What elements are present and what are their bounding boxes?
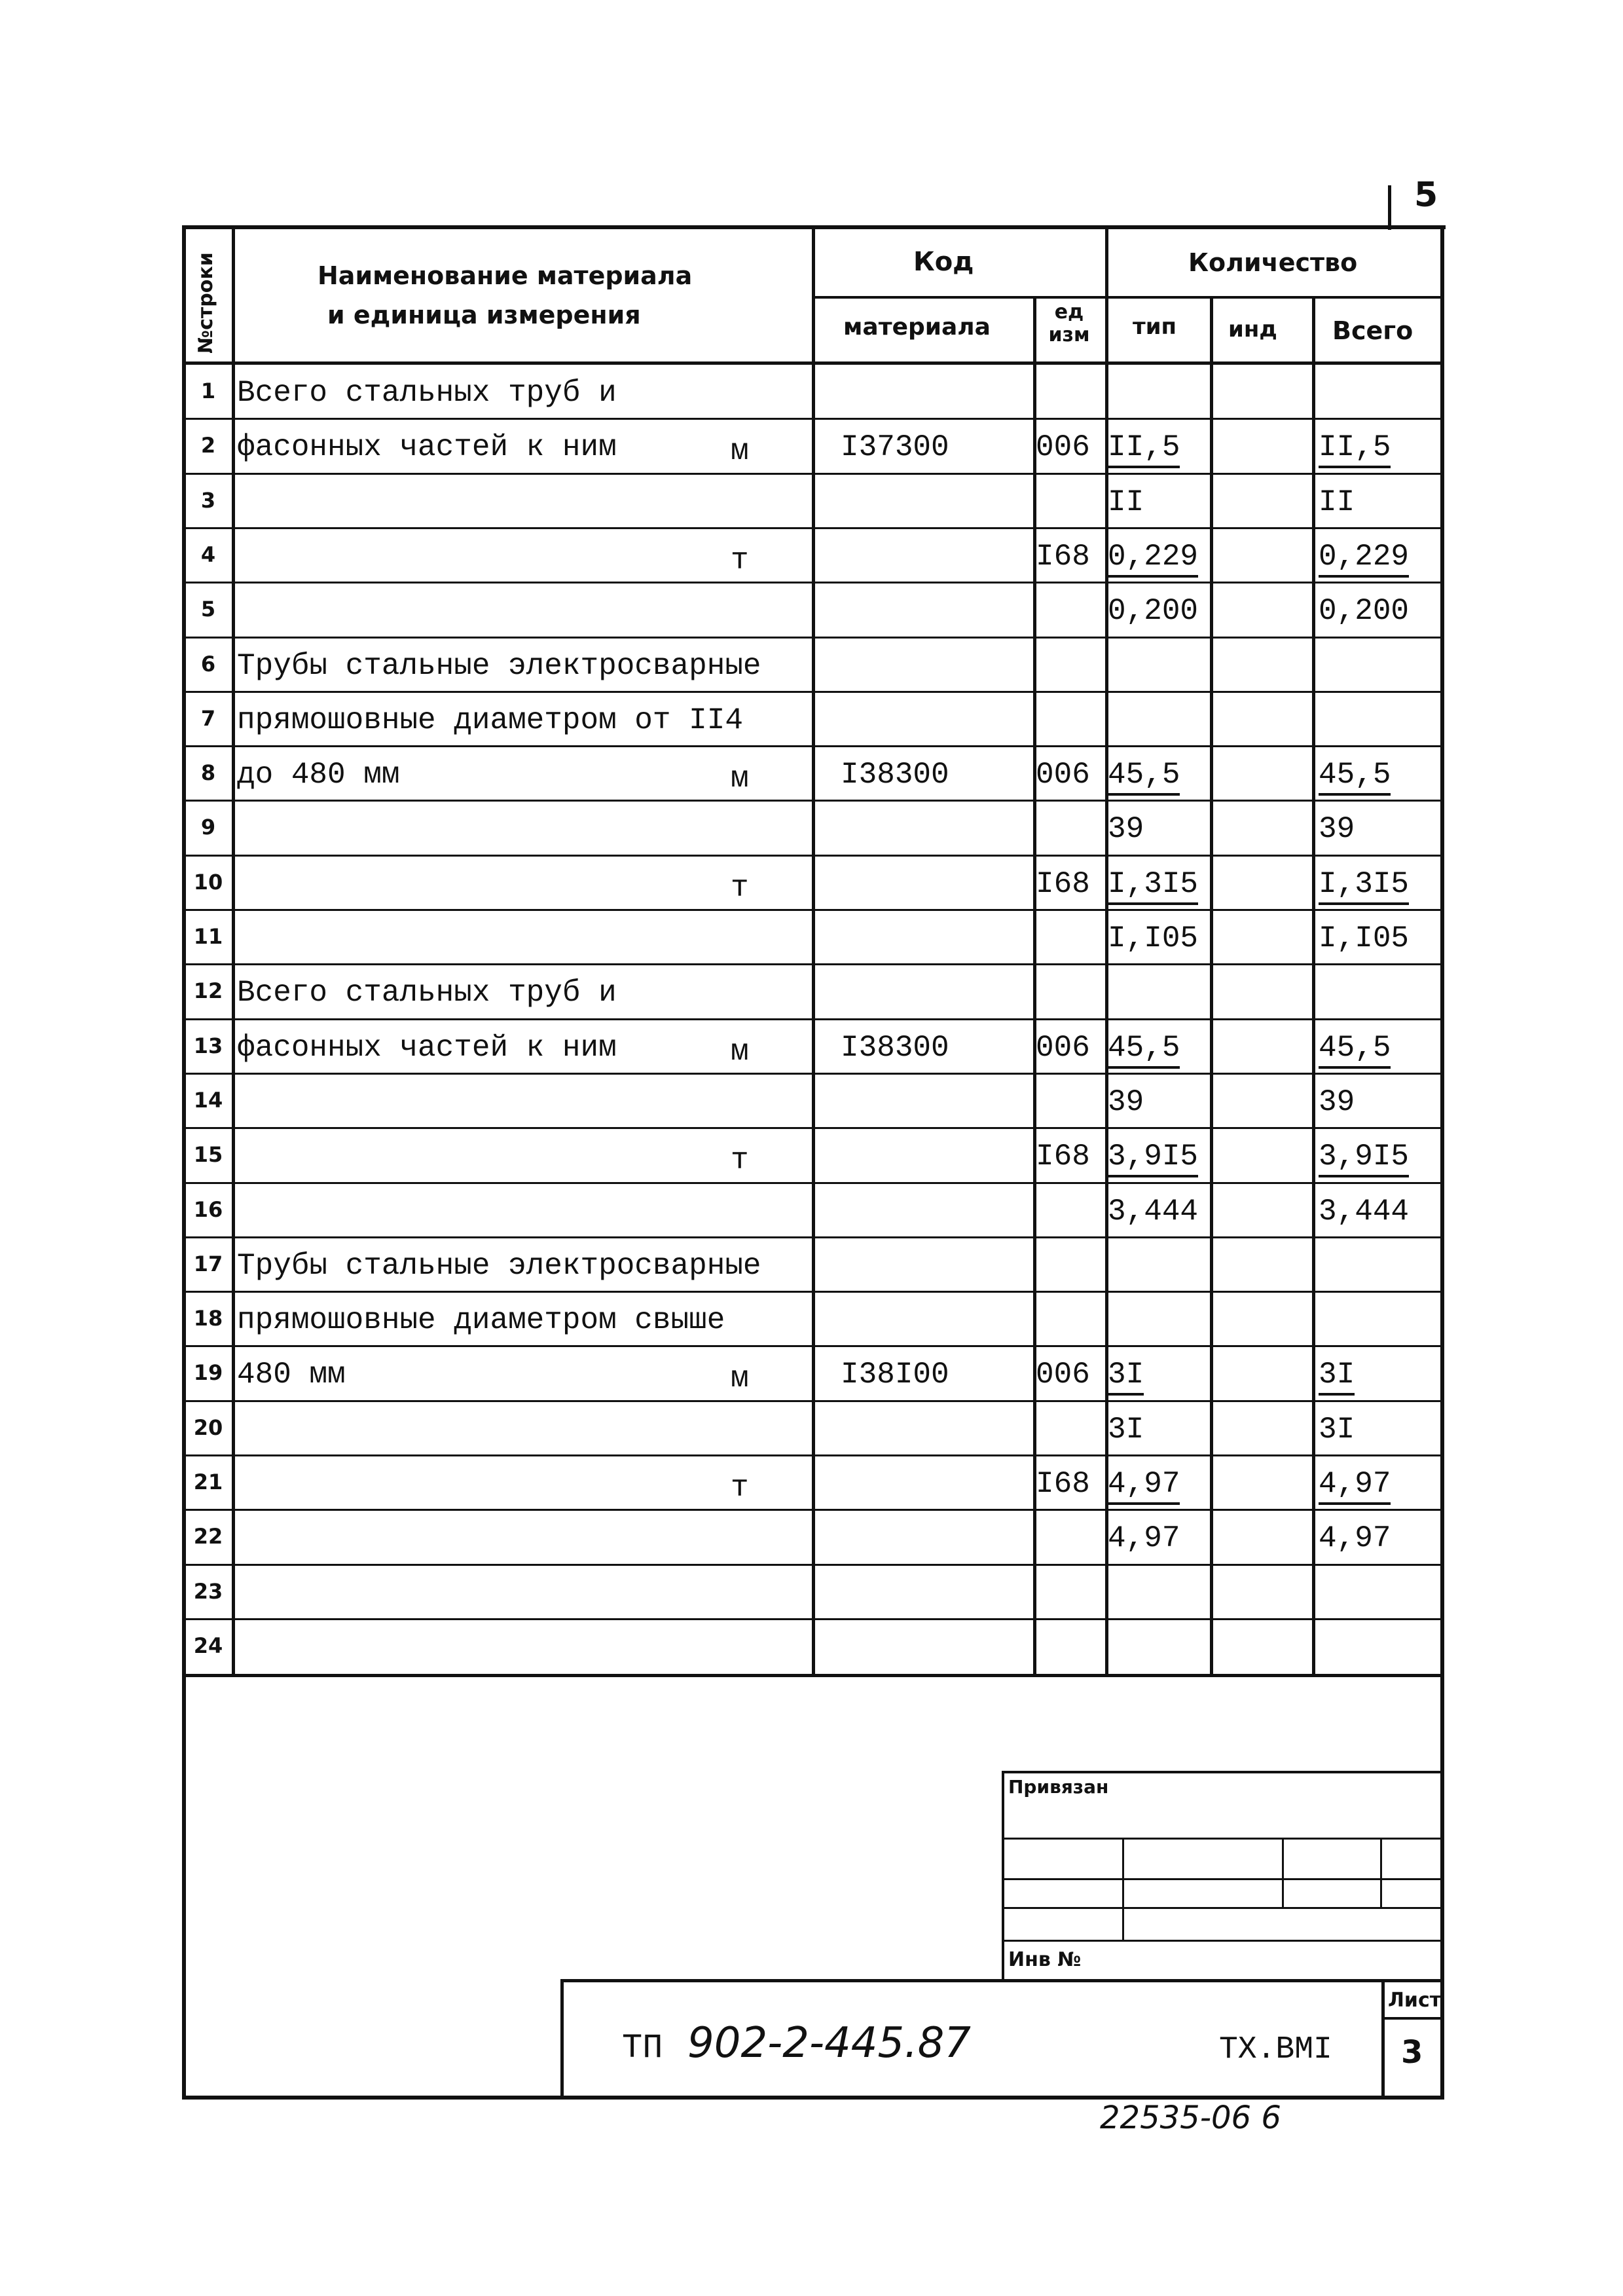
material-code: I37300: [841, 430, 949, 464]
column-divider: [812, 225, 815, 1675]
unit: т: [731, 1143, 749, 1177]
row-divider: [182, 582, 1444, 583]
row-divider: [182, 963, 1444, 965]
row-divider: [182, 1073, 1444, 1075]
qty-type: 3,9I5: [1108, 1141, 1198, 1172]
header-name-line1: Наименование материала: [318, 261, 693, 290]
unit-code: 006: [1036, 758, 1090, 792]
row-number: 18: [193, 1306, 223, 1331]
material-name: прямошовные диаметром от II4: [237, 703, 743, 737]
qty-type: 3I: [1108, 1413, 1144, 1447]
unit: м: [731, 1035, 749, 1069]
row-number: 14: [193, 1088, 223, 1113]
qty-total: 39: [1319, 812, 1355, 846]
qty-total: I,I05: [1319, 921, 1410, 955]
project-number: 902-2-445.87: [687, 2019, 971, 2067]
qty-type: II: [1108, 485, 1144, 519]
header-code: Код: [913, 247, 974, 277]
unit: м: [731, 762, 749, 796]
row-number: 8: [200, 760, 216, 785]
qty-total: I,3I5: [1319, 869, 1409, 899]
material-name: Трубы стальные электросварные: [237, 649, 761, 683]
row-divider: [182, 1509, 1444, 1511]
stamp-vline: [1122, 1838, 1124, 1941]
qty-type: I,I05: [1108, 921, 1199, 955]
row-number: 1: [200, 379, 216, 403]
list-number: 3: [1401, 2034, 1423, 2071]
row-divider: [182, 1182, 1444, 1184]
qty-type: 4,97: [1108, 1521, 1180, 1555]
qty-type: I,3I5: [1108, 869, 1198, 899]
qty-total: 3,9I5: [1319, 1141, 1409, 1172]
material-name: фасонных частей к ним: [237, 1031, 617, 1065]
material-name: прямошовные диаметром свыше: [237, 1303, 725, 1337]
row-number: 15: [193, 1142, 223, 1167]
row-number: 21: [193, 1470, 223, 1494]
unit-code: I68: [1036, 1467, 1090, 1501]
stamp-vline: [1282, 1838, 1284, 1907]
row-divider: [182, 1454, 1444, 1456]
row-divider: [182, 418, 1444, 420]
row-number: 23: [193, 1579, 223, 1604]
unit-code: 006: [1036, 1031, 1090, 1065]
row-number: 22: [193, 1524, 223, 1549]
row-number: 17: [193, 1251, 223, 1276]
stamp-line: [1002, 1907, 1444, 1909]
material-name: Трубы стальные электросварные: [237, 1249, 761, 1283]
qty-total: 0,229: [1319, 542, 1409, 572]
stamp-line: [1002, 1838, 1444, 1840]
material-code: I38300: [841, 758, 949, 792]
unit-code: 006: [1036, 430, 1090, 464]
page-number-divider: [1388, 185, 1391, 230]
qty-type: 45,5: [1108, 1033, 1180, 1063]
row-divider: [182, 527, 1444, 529]
row-divider: [182, 1018, 1444, 1020]
row-divider: [182, 1345, 1444, 1347]
row-number: 9: [200, 815, 216, 840]
row-number: 12: [193, 978, 223, 1003]
unit-code: I68: [1036, 1139, 1090, 1174]
qty-total: II: [1319, 485, 1355, 519]
row-divider: [182, 691, 1444, 693]
title-block-list-left: [1381, 1979, 1385, 2100]
row-divider: [182, 1564, 1444, 1566]
row-divider: [182, 473, 1444, 475]
doc-code: ТХ.ВМI: [1219, 2032, 1332, 2067]
row-number: 2: [200, 433, 216, 458]
header-qty-type: тип: [1133, 314, 1177, 340]
row-divider: [182, 909, 1444, 911]
stamp-line: [1002, 1940, 1444, 1942]
frame-right: [1440, 225, 1444, 2100]
header-name-line2: и единица измерения: [327, 301, 641, 329]
unit-code: I68: [1036, 867, 1090, 901]
title-block-list-div: [1381, 2017, 1444, 2020]
row-number: 3: [200, 488, 216, 513]
header-qty-ind: инд: [1228, 316, 1277, 343]
qty-type: 0,200: [1108, 594, 1199, 628]
row-number: 4: [200, 542, 216, 567]
qty-total: 45,5: [1319, 1033, 1391, 1063]
material-name: Всего стальных труб и: [237, 976, 617, 1010]
qty-type: 39: [1108, 1085, 1144, 1119]
row-number: 24: [193, 1633, 223, 1658]
material-code: I38I00: [841, 1358, 949, 1392]
qty-total: 3I: [1319, 1360, 1355, 1390]
unit: м: [731, 1361, 749, 1396]
row-number: 19: [193, 1360, 223, 1385]
stamp-line: [1002, 1878, 1444, 1880]
qty-total: 4,97: [1319, 1521, 1391, 1555]
header-qty-total: Всего: [1332, 316, 1413, 345]
row-number: 11: [193, 924, 223, 949]
row-divider: [182, 800, 1444, 802]
footer-handwritten-number: 22535-06 6: [1100, 2100, 1281, 2136]
qty-total: II,5: [1319, 432, 1391, 462]
column-divider: [1210, 296, 1213, 1675]
header-divider-code: [812, 296, 1440, 299]
qty-total: 4,97: [1319, 1469, 1391, 1499]
qty-total: 3,444: [1319, 1194, 1410, 1229]
row-divider: [182, 1400, 1444, 1402]
unit: т: [731, 1471, 749, 1505]
row-number: 10: [193, 870, 223, 895]
qty-total: 45,5: [1319, 760, 1391, 790]
qty-type: 3,444: [1108, 1194, 1199, 1229]
qty-type: 0,229: [1108, 542, 1198, 572]
row-number: 6: [200, 652, 216, 676]
header-code-material: материала: [843, 314, 991, 341]
row-number: 13: [193, 1033, 223, 1058]
qty-type: 4,97: [1108, 1469, 1180, 1499]
stamp-inv-no: Инв №: [1008, 1948, 1082, 1971]
header-code-unit: ед изм: [1048, 301, 1090, 346]
stamp-vline: [1380, 1838, 1382, 1907]
material-name: фасонных частей к ним: [237, 430, 617, 464]
column-divider: [1312, 296, 1315, 1675]
qty-type: II,5: [1108, 432, 1180, 462]
stamp-box-top: [1002, 1771, 1444, 1773]
header-quantity: Количество: [1188, 248, 1358, 277]
row-divider: [182, 745, 1444, 747]
row-divider: [182, 1127, 1444, 1129]
row-divider: [182, 637, 1444, 639]
title-block-left: [560, 1979, 564, 2100]
list-label: Лист: [1388, 1989, 1442, 2012]
row-divider: [182, 1236, 1444, 1238]
qty-total: 39: [1319, 1085, 1355, 1119]
row-number: 7: [200, 706, 216, 731]
unit: т: [731, 544, 749, 578]
column-divider: [232, 225, 235, 1675]
unit-code: 006: [1036, 1358, 1090, 1392]
stamp-privyazan: Привязан: [1008, 1776, 1109, 1798]
table-bottom: [182, 1674, 1444, 1677]
row-divider: [182, 855, 1444, 857]
qty-total: 0,200: [1319, 594, 1410, 628]
stamp-box-left: [1002, 1771, 1004, 1980]
unit: т: [731, 871, 749, 905]
header-row-no: №строки: [194, 252, 217, 354]
row-number: 16: [193, 1197, 223, 1222]
unit-code: I68: [1036, 540, 1090, 574]
material-code: I38300: [841, 1031, 949, 1065]
row-divider: [182, 1618, 1444, 1620]
qty-type: 39: [1108, 812, 1144, 846]
qty-type: 3I: [1108, 1360, 1144, 1390]
material-name: до 480 мм: [237, 758, 400, 792]
row-divider: [182, 1291, 1444, 1293]
row-number: 20: [193, 1415, 223, 1440]
qty-total: 3I: [1319, 1413, 1355, 1447]
row-number: 5: [200, 597, 216, 621]
material-name: 480 мм: [237, 1358, 346, 1392]
unit: м: [731, 434, 749, 468]
qty-type: 45,5: [1108, 760, 1180, 790]
page-number: 5: [1414, 176, 1438, 215]
title-block-top: [562, 1979, 1444, 1982]
material-name: Всего стальных труб и: [237, 376, 617, 410]
tp-prefix: ТП: [622, 2029, 663, 2067]
